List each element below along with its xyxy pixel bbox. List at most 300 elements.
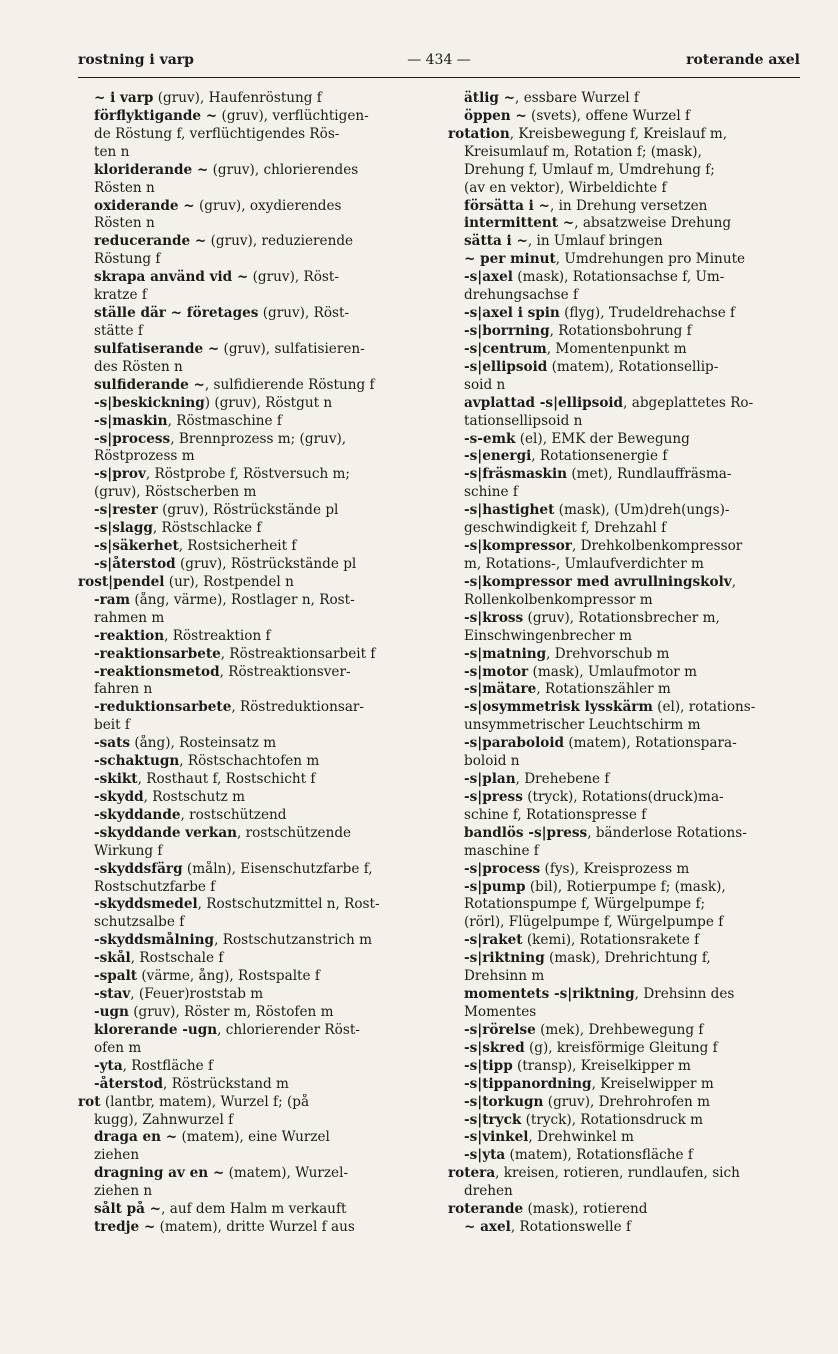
entry-headword: -s|kompressor med avrullningskolv — [464, 573, 732, 590]
entry-translation: , auf dem Halm m verkauft — [161, 1201, 347, 1218]
entry-translation: stätte f — [94, 322, 143, 339]
entry-line — [448, 108, 800, 126]
entry-headword: förflyktigande ~ — [94, 107, 218, 124]
entry-headword: -s|tryck — [464, 1111, 522, 1128]
entry-translation: (bil), Rotierpumpe f; (mask), — [525, 878, 726, 895]
entry-translation: Drehung f, Umlauf m, Umdrehung f; — [464, 161, 715, 178]
entry-translation: Rotationspumpe f, Würgelpumpe f; — [464, 896, 706, 913]
entry-line — [78, 914, 430, 932]
entry-line — [78, 1147, 430, 1165]
entry-translation: (el), EMK der Bewegung — [515, 430, 690, 447]
entry-line — [78, 1004, 430, 1022]
entry-headword: ätlig ~ — [464, 90, 516, 106]
entry-line — [78, 1129, 430, 1147]
entry-headword: -s|press — [464, 788, 523, 805]
entry-headword: -s|axel i spin — [464, 305, 560, 322]
entry-line — [78, 1165, 430, 1183]
entry-translation: de Röstung f, verflüchtigendes Rös- — [94, 125, 340, 142]
entry-line — [448, 1004, 800, 1022]
entry-headword: -reaktion — [94, 627, 165, 644]
entry-line — [448, 628, 800, 646]
entry-translation: , Rosthaut f, Rostschicht f — [137, 771, 316, 788]
entry-translation: , in Drehung versetzen — [549, 197, 708, 214]
entry-headword: -s|raket — [464, 932, 523, 949]
entry-line — [78, 735, 430, 753]
entry-translation: (gruv), Drehrohrofen m — [543, 1093, 711, 1110]
entry-translation: (matem), Rotationsellip- — [547, 358, 719, 375]
entry-headword: -skydd — [94, 788, 144, 805]
entry-line — [78, 144, 430, 162]
entry-headword: -s|säkerhet — [94, 538, 179, 555]
entry-line — [448, 610, 800, 628]
entry-translation: , Drehebene f — [515, 771, 610, 788]
entry-line — [448, 825, 800, 843]
entry-line — [448, 431, 800, 449]
entry-headword: -s|vinkel — [464, 1129, 529, 1146]
entry-headword: -s|centrum — [464, 340, 547, 357]
entry-translation: , Röstmaschine f — [167, 412, 282, 429]
entry-translation: , Momentenpunkt m — [546, 340, 687, 357]
entry-line — [448, 144, 800, 162]
entry-headword: försätta i ~ — [464, 197, 550, 214]
entry-line — [448, 986, 800, 1004]
entry-line — [78, 1094, 430, 1112]
entry-headword: rotera — [448, 1165, 496, 1182]
entry-headword: momentets -s|riktning — [464, 986, 635, 1003]
entry-line — [78, 861, 430, 879]
entry-line — [78, 771, 430, 789]
entry-translation: beit f — [94, 717, 130, 734]
entry-headword: -s|maskin — [94, 412, 168, 429]
entry-line — [448, 664, 800, 682]
entry-headword: ~ i varp — [94, 90, 154, 106]
entry-translation: , absatzweise Drehung — [574, 215, 732, 232]
entry-translation: , Brennprozess m; (gruv), — [170, 430, 347, 447]
entry-headword: -skyddsmedel — [94, 896, 198, 913]
entry-translation: (gruv), Röstrückstände pl — [157, 502, 339, 519]
entry-line — [448, 771, 800, 789]
entry-line — [78, 932, 430, 950]
entry-translation: (gruv), Röst- — [258, 305, 350, 322]
entry-headword: sålt på ~ — [94, 1201, 162, 1218]
page-number: — 434 — — [407, 52, 471, 68]
entry-headword: ställe där ~ företages — [94, 305, 259, 322]
entry-line — [448, 914, 800, 932]
entry-headword: rost|pendel — [78, 573, 165, 590]
entry-translation: (mek), Drehbewegung f — [535, 1021, 704, 1038]
entry-translation: (g), kreisförmige Gleitung f — [524, 1039, 718, 1056]
entry-line — [78, 359, 430, 377]
entry-line — [78, 1201, 430, 1219]
entry-line — [448, 556, 800, 574]
entry-headword: -reduktionsarbete — [94, 699, 232, 716]
entry-translation: (rörl), Flügelpumpe f, Würgelpumpe f — [464, 914, 724, 931]
entry-headword: -s|rester — [94, 502, 158, 519]
entry-headword: reducerande ~ — [94, 233, 207, 250]
entry-translation: , rostschützend — [180, 806, 287, 823]
entry-translation: , kreisen, rotieren, rundlaufen, sich — [495, 1165, 740, 1182]
entry-headword: -s|torkugn — [464, 1093, 544, 1110]
entry-headword: klorerande -ugn — [94, 1021, 218, 1038]
entry-line — [448, 896, 800, 914]
entry-translation: Momentes — [464, 1004, 537, 1021]
entry-translation: (gruv), Röstscherben m — [94, 484, 257, 501]
entry-translation: , Rostfläche f — [122, 1057, 214, 1074]
entry-translation: fahren n — [94, 681, 153, 698]
entry-translation: m, Rotations-, Umlaufverdichter m — [464, 555, 704, 572]
entry-translation: , Rotationsbohrung f — [549, 322, 692, 339]
entry-line — [78, 269, 430, 287]
entry-line — [448, 287, 800, 305]
entry-translation: Rostschutzfarbe f — [94, 878, 216, 895]
entry-headword: -ugn — [94, 1004, 129, 1021]
entry-line — [78, 592, 430, 610]
entry-line — [78, 968, 430, 986]
entry-line — [78, 341, 430, 359]
entry-line — [78, 843, 430, 861]
entry-line — [78, 377, 430, 395]
entry-line — [78, 1183, 430, 1201]
entry-headword: öppen ~ — [464, 107, 527, 124]
entry-headword: -s|slagg — [94, 520, 153, 537]
entry-translation: tationsellipsoid n — [464, 412, 583, 429]
entry-line — [448, 717, 800, 735]
entry-headword: -s|beskickning — [94, 394, 205, 411]
entry-translation: , Rostschutzanstrich m — [214, 932, 373, 949]
entry-translation: ten n — [94, 143, 130, 160]
entry-translation: (matem), dritte Wurzel f aus — [155, 1219, 355, 1236]
entry-headword: rotation — [448, 125, 510, 142]
entry-line — [448, 950, 800, 968]
entry-headword: sätta i ~ — [464, 233, 528, 250]
entry-translation: geschwindigkeit f, Drehzahl f — [464, 520, 667, 537]
entry-translation: (svets), offene Wurzel f — [526, 107, 691, 124]
entry-translation: , Drehkolbenkompressor — [571, 538, 743, 555]
entry-line — [78, 753, 430, 771]
entry-translation: rahmen m — [94, 609, 165, 626]
entry-translation: ) (gruv), Röstgut n — [204, 394, 333, 411]
entry-translation: , Rotationsenergie f — [531, 448, 668, 465]
entry-line — [78, 896, 430, 914]
entry-line — [78, 305, 430, 323]
entry-translation: (mask), Umlaufmotor m — [528, 663, 697, 680]
entry-translation: Kreisumlauf m, Rotation f; (mask), — [464, 143, 702, 160]
entry-translation: (flyg), Trudeldrehachse f — [559, 305, 736, 322]
entry-headword: sulfatiserande ~ — [94, 340, 220, 357]
entry-translation: (transp), Kreiselkipper m — [512, 1057, 691, 1074]
entry-headword: -s|rörelse — [464, 1021, 536, 1038]
entry-line — [78, 628, 430, 646]
entry-headword: -yta — [94, 1057, 123, 1074]
entry-translation: , Rostschale f — [130, 950, 224, 967]
entry-translation: , Röstreduktionsar- — [231, 699, 365, 716]
entry-translation: , (Feuer)roststab m — [130, 986, 264, 1003]
entry-headword: -skikt — [94, 771, 138, 788]
header-rule — [78, 77, 800, 78]
entry-translation: (av en vektor), Wirbeldichte f — [464, 179, 667, 196]
entry-headword: -schaktugn — [94, 753, 180, 770]
entry-translation: , Rotationszähler m — [536, 681, 671, 698]
entry-translation: (matem), Rotationsfläche f — [505, 1147, 693, 1164]
entry-headword: rot — [78, 1093, 101, 1110]
entry-line — [448, 807, 800, 825]
entry-headword: -s|process — [464, 860, 541, 877]
entry-line — [448, 484, 800, 502]
entry-line — [78, 431, 430, 449]
entry-translation: , Röstprobe f, Röstversuch m; — [145, 466, 350, 483]
entry-line — [78, 215, 430, 233]
entry-line — [78, 610, 430, 628]
entry-translation: maschine f — [464, 842, 539, 859]
entry-translation: , rostschützende — [237, 824, 352, 841]
entry-line — [448, 180, 800, 198]
entry-translation: (gruv), reduzierende — [206, 233, 354, 250]
entry-line — [448, 341, 800, 359]
entry-line — [448, 753, 800, 771]
entry-translation: (tryck), Rotations(druck)ma- — [522, 788, 724, 805]
entry-headword: -s|hastighet — [464, 502, 555, 519]
entry-line — [78, 484, 430, 502]
entry-translation: des Rösten n — [94, 358, 183, 375]
entry-line — [78, 1076, 430, 1094]
entry-translation: (gruv), Röster m, Röstofen m — [128, 1004, 334, 1021]
entry-headword: -s|borrning — [464, 322, 550, 339]
entry-translation: , Röstreaktionsver- — [219, 663, 351, 680]
entry-headword: -s|axel — [464, 269, 513, 286]
entry-translation: , Drehvorschub m — [546, 645, 670, 662]
entry-headword: -s|pump — [464, 878, 526, 895]
header-last-headword: roterande axel — [686, 52, 800, 68]
entry-line — [448, 843, 800, 861]
entry-line — [78, 556, 430, 574]
entry-translation: (måln), Eisenschutzfarbe f, — [182, 860, 373, 877]
entry-line — [78, 986, 430, 1004]
entry-translation: , Drehwinkel m — [528, 1129, 634, 1146]
entry-headword: roterande — [448, 1201, 524, 1218]
entry-line — [78, 646, 430, 664]
entry-line — [78, 664, 430, 682]
entry-translation: , Rostsicherheit f — [178, 538, 297, 555]
entry-line — [448, 1112, 800, 1130]
entry-translation: , Röstreaktion f — [164, 627, 271, 644]
entry-line — [78, 681, 430, 699]
entry-line — [448, 592, 800, 610]
entry-translation: (mask), Rotationsachse f, Um- — [512, 269, 725, 286]
entry-line — [448, 90, 800, 108]
entry-line — [448, 538, 800, 556]
entry-headword: oxiderande ~ — [94, 197, 195, 214]
entry-translation: (tryck), Rotationsdruck m — [521, 1111, 704, 1128]
entry-translation: soid n — [464, 376, 506, 393]
entry-translation: schine f, Rotationspresse f — [464, 806, 647, 823]
entry-translation: (lantbr, matem), Wurzel f; (på — [100, 1093, 310, 1110]
entry-translation: (mask), Drehrichtung f, — [544, 950, 711, 967]
entry-line — [448, 1058, 800, 1076]
entry-translation: (gruv), verflüchtigen- — [217, 107, 369, 124]
entry-line — [78, 198, 430, 216]
entry-line — [78, 502, 430, 520]
entry-headword: intermittent ~ — [464, 215, 575, 232]
entry-headword: -skyddande — [94, 806, 181, 823]
left-column — [78, 90, 430, 1237]
entry-line — [448, 1094, 800, 1112]
entry-line — [78, 538, 430, 556]
entry-headword: kloriderande ~ — [94, 161, 209, 178]
entry-line — [78, 108, 430, 126]
entry-line — [448, 681, 800, 699]
entry-headword: -s|osymmetrisk lysskärm — [464, 699, 653, 716]
entry-headword: -skyddsfärg — [94, 860, 183, 877]
entry-translation: Röstung f — [94, 251, 161, 268]
entry-translation: ziehen n — [94, 1183, 153, 1200]
entry-line — [78, 789, 430, 807]
entry-translation: (gruv), sulfatisieren- — [219, 340, 365, 357]
entry-translation: (matem), Rotationspara- — [564, 735, 737, 752]
entry-translation: , bänderlose Rotations- — [587, 824, 747, 841]
entry-line — [448, 1076, 800, 1094]
entry-translation: (mask), rotierend — [523, 1201, 648, 1218]
entry-headword: -s-emk — [464, 430, 516, 447]
entry-line — [78, 162, 430, 180]
entry-line — [78, 466, 430, 484]
entry-line — [448, 1022, 800, 1040]
entry-translation: (gruv), Haufenröstung f — [153, 90, 322, 106]
entry-translation: drehungsachse f — [464, 287, 579, 304]
entry-line — [78, 1058, 430, 1076]
entry-line — [448, 466, 800, 484]
entry-translation: , Drehsinn des — [634, 986, 735, 1003]
entry-headword: -s|kross — [464, 609, 524, 626]
entry-headword: -s|riktning — [464, 950, 545, 967]
entry-line — [78, 1022, 430, 1040]
entry-headword: -s|tipp — [464, 1057, 513, 1074]
entry-translation: (gruv), Rotationsbrecher m, — [523, 609, 720, 626]
entry-headword: ~ axel — [464, 1219, 511, 1236]
entry-translation: (fys), Kreisprozess m — [540, 860, 690, 877]
entry-headword: skrapa använd vid ~ — [94, 269, 249, 286]
entry-line — [448, 932, 800, 950]
entry-line — [448, 1201, 800, 1219]
entry-line — [78, 448, 430, 466]
entry-line — [78, 323, 430, 341]
entry-translation: , Umdrehungen pro Minute — [555, 251, 746, 268]
entry-translation: , essbare Wurzel f — [515, 90, 639, 106]
entry-translation: (mask), (Um)dreh(ungs)- — [554, 502, 730, 519]
entry-line — [78, 1040, 430, 1058]
entry-line — [78, 807, 430, 825]
entry-headword: -s|matning — [464, 645, 547, 662]
entry-headword: bandlös -s|press — [464, 824, 588, 841]
entry-headword: -skål — [94, 950, 131, 967]
entry-line — [448, 395, 800, 413]
entry-translation: , abgeplattetes Ro- — [623, 394, 754, 411]
entry-translation: (matem), Wurzel- — [224, 1165, 349, 1182]
entry-line — [448, 502, 800, 520]
entry-line — [448, 1165, 800, 1183]
entry-line — [78, 413, 430, 431]
entry-translation: schutzsalbe f — [94, 914, 185, 931]
entry-headword: -s|plan — [464, 771, 516, 788]
entry-translation: , — [731, 573, 737, 590]
entry-line — [78, 395, 430, 413]
entry-translation: ziehen — [94, 1147, 140, 1164]
entry-line — [448, 1129, 800, 1147]
entry-headword: -s|yta — [464, 1147, 506, 1164]
entry-line — [78, 825, 430, 843]
entry-line — [448, 574, 800, 592]
entry-headword: -s|process — [94, 430, 171, 447]
entry-line — [78, 287, 430, 305]
entry-headword: -reaktionsmetod — [94, 663, 220, 680]
entry-translation: (värme, ång), Rostspalte f — [137, 968, 320, 985]
entry-line — [78, 90, 430, 108]
entry-headword: -sats — [94, 735, 131, 752]
entry-translation: Drehsinn m — [464, 968, 545, 985]
entry-translation: (matem), eine Wurzel — [177, 1129, 330, 1146]
entry-line — [448, 968, 800, 986]
entry-translation: boloid n — [464, 753, 520, 770]
entry-headword: ~ per minut — [464, 251, 556, 268]
entry-headword: -s|skred — [464, 1039, 525, 1056]
entry-line — [448, 377, 800, 395]
entry-translation: , Röstschachtofen m — [179, 753, 320, 770]
entry-line — [448, 448, 800, 466]
entry-line — [78, 251, 430, 269]
entry-translation: , in Umlauf bringen — [527, 233, 663, 250]
entry-line — [448, 861, 800, 879]
entry-line — [78, 699, 430, 717]
entry-headword: -s|återstod — [94, 555, 176, 572]
entry-line — [78, 126, 430, 144]
entry-headword: -skyddsmålning — [94, 932, 215, 949]
entry-translation: (el), rotations- — [652, 699, 756, 716]
header-first-headword: rostning i varp — [78, 52, 194, 68]
entry-line — [78, 1219, 430, 1237]
entry-line — [448, 251, 800, 269]
entry-translation: (kemi), Rotationsrakete f — [522, 932, 700, 949]
entry-translation: , Röstschlacke f — [152, 520, 262, 537]
entry-headword: -återstod — [94, 1075, 164, 1092]
entry-translation: , Kreisbewegung f, Kreislauf m, — [509, 125, 728, 142]
entry-line — [78, 717, 430, 735]
entry-translation: , Röstrückstand m — [163, 1075, 289, 1092]
entry-headword: -s|paraboloid — [464, 735, 564, 752]
entry-headword: -s|fräsmaskin — [464, 466, 568, 483]
entry-headword: -s|mätare — [464, 681, 537, 698]
entry-translation: Wirkung f — [94, 842, 163, 859]
entry-headword: -s|ellipsoid — [464, 358, 548, 375]
entry-line — [448, 646, 800, 664]
entry-line — [448, 233, 800, 251]
entry-translation: (ång, värme), Rostlager n, Rost- — [130, 591, 355, 608]
entry-translation: Rollenkolbenkompressor m — [464, 591, 653, 608]
entry-translation: , Rotationswelle f — [510, 1219, 631, 1236]
entry-translation: , chlorierender Röst- — [217, 1021, 360, 1038]
entry-line — [448, 359, 800, 377]
entry-translation: (met), Rundlauffräsma- — [567, 466, 732, 483]
entry-line — [78, 879, 430, 897]
entry-headword: avplattad -s|ellipsoid — [464, 394, 624, 411]
entry-line — [78, 520, 430, 538]
entry-headword: draga en ~ — [94, 1129, 178, 1146]
entry-line — [448, 1147, 800, 1165]
entry-headword: dragning av en ~ — [94, 1165, 225, 1182]
entry-line — [448, 1219, 800, 1237]
entry-line — [448, 879, 800, 897]
entry-headword: -s|kompressor — [464, 538, 572, 555]
entry-line — [78, 950, 430, 968]
entry-translation: Rösten n — [94, 179, 155, 196]
